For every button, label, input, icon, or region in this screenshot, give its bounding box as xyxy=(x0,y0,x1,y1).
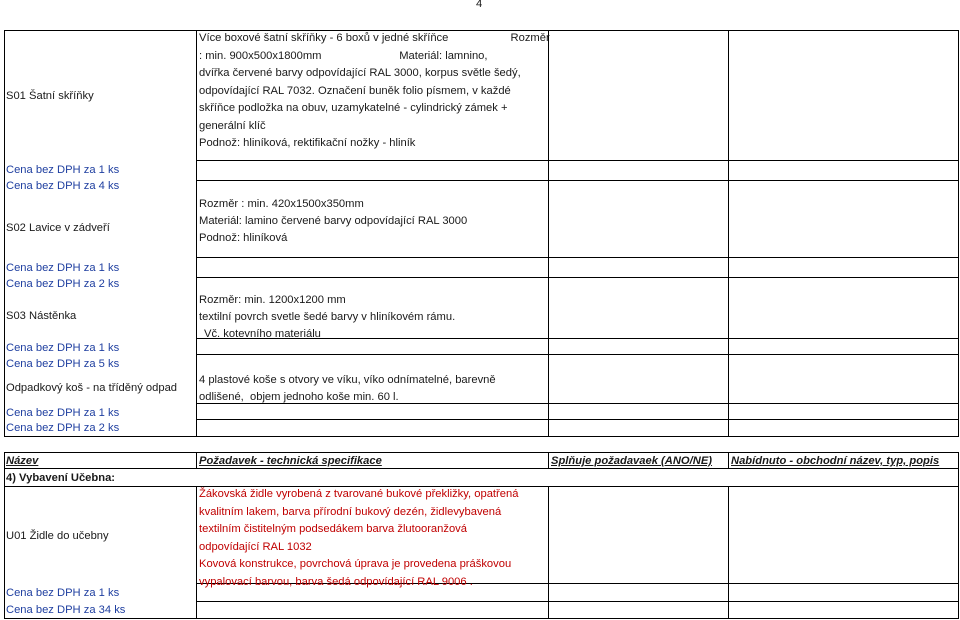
price-total-label: Cena bez DPH za 5 ks xyxy=(6,358,120,370)
column-header-offered: Nabídnuto - obchodní název, typ, popis xyxy=(731,455,940,467)
page-number: 4 xyxy=(476,0,483,10)
column-header-name: Název xyxy=(6,455,39,467)
item-label-bin: Odpadkový koš - na tříděný odpad xyxy=(6,382,178,394)
price-per-unit-label: Cena bez DPH za 1 ks xyxy=(6,342,120,354)
item-label-s03: S03 Nástěnka xyxy=(6,310,77,322)
column-header-requirement: Požadavek - technická specifikace xyxy=(199,455,382,467)
price-total-label: Cena bez DPH za 34 ks xyxy=(6,604,126,616)
item-label-s01: S01 Šatní skříňky xyxy=(6,90,94,102)
price-total-label: Cena bez DPH za 2 ks xyxy=(6,278,120,290)
price-per-unit-label: Cena bez DPH za 1 ks xyxy=(6,407,120,419)
item-label-s02: S02 Lavice v zádveří xyxy=(6,222,110,234)
price-per-unit-label: Cena bez DPH za 1 ks xyxy=(6,164,120,176)
column-header-compliance: Splňuje požadavaek (ANO/NE) xyxy=(551,455,713,467)
item-label-u01: U01 Židle do učebny xyxy=(6,530,109,542)
price-per-unit-label: Cena bez DPH za 1 ks xyxy=(6,587,120,599)
section-title: 4) Vybavení Učebna: xyxy=(6,472,116,484)
price-total-label: Cena bez DPH za 4 ks xyxy=(6,180,120,192)
price-per-unit-label: Cena bez DPH za 1 ks xyxy=(6,262,120,274)
price-total-label: Cena bez DPH za 2 ks xyxy=(6,422,120,434)
